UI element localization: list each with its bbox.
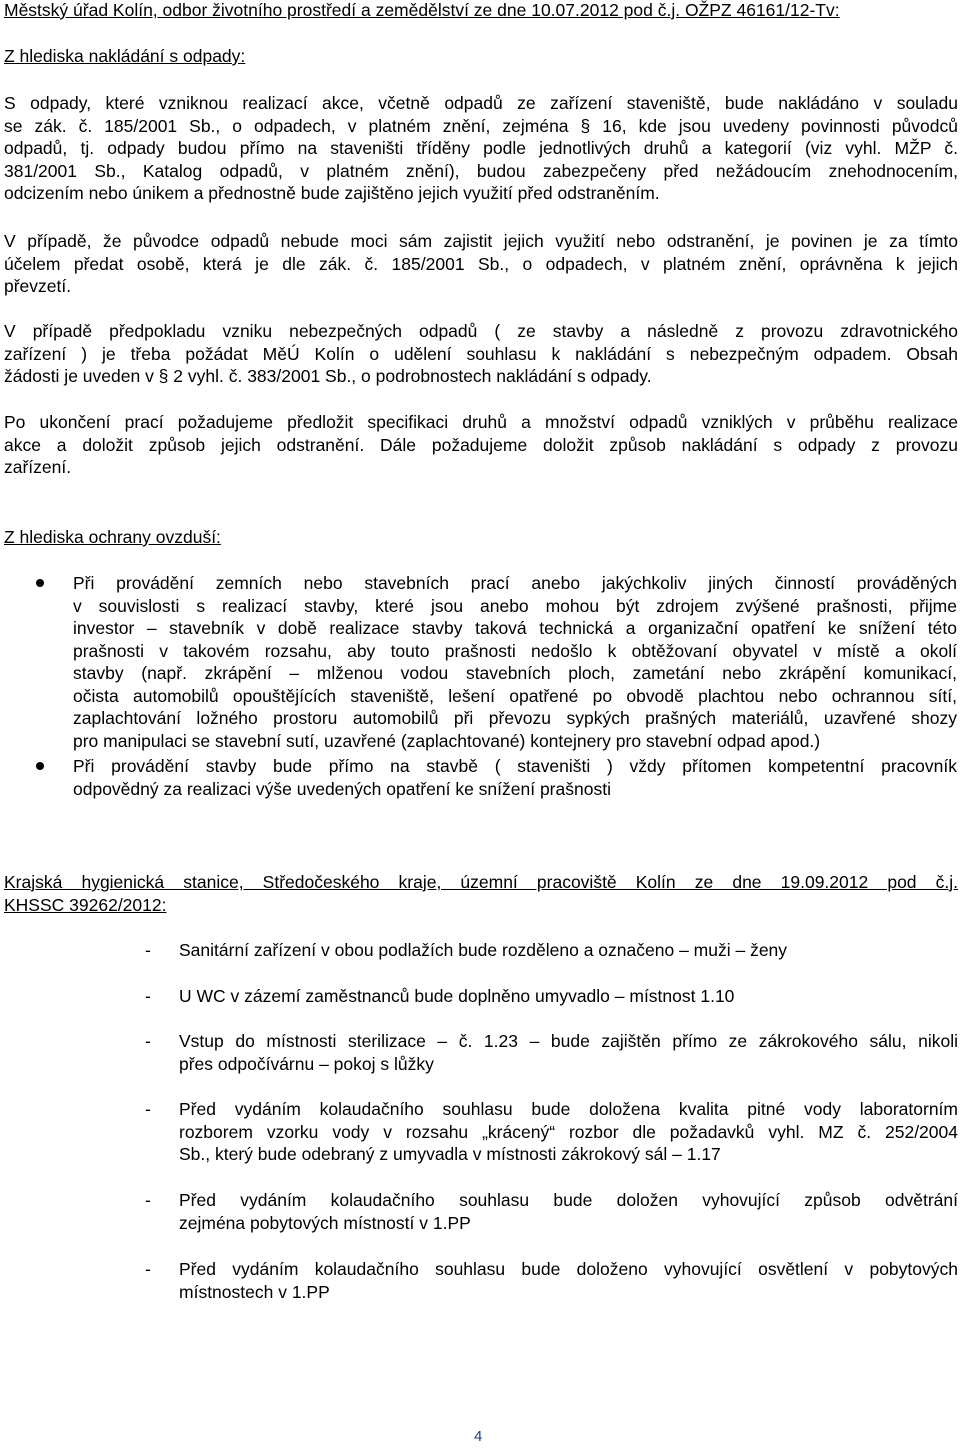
text-line: V případě předpokladu vzniku nebezpečných odpadů ( ze stavby a následně z provozu zdravotnického (4, 321, 958, 341)
khs-item-4-text (179, 1098, 958, 1166)
text-line: odpadů, tj. odpady budou přímo na staveništi tříděny podle jednotlivých druhů a kategorií (viz vyhl. MŽP č. (4, 138, 958, 158)
text-line: Před vydáním kolaudačního souhlasu bude doloženo vyhovující osvětlení v pobytových (179, 1259, 958, 1279)
bullet-dot-icon (36, 762, 44, 770)
header-link[interactable]: Městský úřad Kolín, odbor životního prostředí a zemědělství ze dne 10.07.2012 pod č.j. OŽPZ 46161/12-Tv: (4, 0, 840, 20)
text-line: 381/2001 Sb., Katalog odpadů, v platném znění), budou zabezpečeny před nežádoucím znehodnocením, (4, 160, 958, 181)
waste-paragraph-3 (4, 320, 958, 388)
page-number: 4 (474, 1428, 483, 1445)
text-line: U WC v zázemí zaměstnanců bude doplněno umyvadlo – místnost 1.10 (179, 986, 735, 1006)
text-line: Při provádění stavby bude přímo na stavbě ( staveništi ) vždy přítomen kompetentní pracovník (73, 756, 957, 776)
text-line: zejména pobytových místností v 1.PP (179, 1212, 471, 1233)
text-line: v souvislosti s realizací stavby, které jsou anebo mohou být zdrojem zvýšené prašnosti, přijme (73, 595, 957, 616)
text-line: Vstup do místnosti sterilizace – č. 1.23 – bude zajištěn přímo ze zákrokového sálu, nikoli (179, 1031, 958, 1051)
text-line: zaplachtování ložného prostoru automobilů při převozu sypkých prašných materiálů, uzavřené shozy (73, 708, 957, 728)
text-line: zařízení. (4, 457, 72, 477)
text-line: účelem předat osobě, která je dle zák. č. 185/2001 Sb., o odpadech, v platném znění, oprávněna k jejich (4, 253, 958, 274)
dash-marker: - (145, 986, 151, 1006)
text-line: místnostech v 1.PP (179, 1281, 330, 1302)
text-line: S odpady, které vzniknou realizací akce, včetně odpadů ze zařízení staveniště, bude nakládáno v souladu (4, 93, 958, 113)
text-line: KHSSC 39262/2012: (4, 894, 167, 915)
text-line: se zák. č. 185/2001 Sb., o odpadech, v platném znění, zejména § 16, kde jsou uvedeny povinnosti původců (4, 115, 958, 136)
text-line: stavby (např. zkrápění – mlženou vodou stavebních ploch, zametání nebo zkrápění komunikací, (73, 663, 957, 683)
text-line: Před vydáním kolaudačního souhlasu bude doložen vyhovující způsob odvětrání (179, 1190, 958, 1210)
waste-paragraph-1 (4, 92, 958, 205)
text-line: Při provádění zemních nebo stavebních prací anebo jakýchkoliv jiných činností prováděných (73, 573, 957, 593)
text-line: pro manipulaci se stavební sutí, uzavřené (zaplachtované) kontejnery pro stavební odpad apod.) (73, 730, 821, 751)
text-line: přes odpočívárnu – pokoj s lůžky (179, 1053, 434, 1074)
text-line: Sanitární zařízení v obou podlažích bude rozděleno a označeno – muži – ženy (179, 940, 788, 960)
khs-heading (4, 871, 958, 916)
text-line: Sb., který bude odebraný z umyvadla v místnosti zákrokový sál – 1.17 (179, 1144, 721, 1164)
waste-paragraph-4 (4, 411, 958, 479)
dash-marker: - (145, 1190, 151, 1210)
text-line: Před vydáním kolaudačního souhlasu bude doložena kvalita pitné vody laboratorním (179, 1099, 958, 1119)
dash-marker: - (145, 940, 151, 960)
text-line: V případě, že původce odpadů nebude moci sám zajistit jejich využití nebo odstranění, je povinen je za tímto (4, 231, 958, 251)
khs-item-1-text (179, 939, 958, 962)
text-line: zařízení ) je třeba požádat MěÚ Kolín o udělení souhlasu k nakládání s nebezpečným odpadem. Obsah (4, 343, 958, 364)
dash-marker: - (145, 1259, 151, 1279)
dash-marker: - (145, 1099, 151, 1119)
text-line: Po ukončení prací požadujeme předložit specifikaci druhů a množství odpadů vzniklých v průběhu realizace (4, 412, 958, 432)
text-line: odcizením nebo únikem a přednostně bude zajištěno jejich využití před odstraněním. (4, 183, 660, 203)
text-line: odpovědný za realizaci výše uvedených opatření ke snížení prašnosti (73, 778, 611, 799)
air-bullet-1-text (73, 572, 957, 752)
khs-item-5-text (179, 1189, 958, 1234)
air-bullet-2-text (73, 755, 957, 800)
bullet-dot-icon (36, 579, 44, 587)
text-line: investor – stavebník v době realizace stavby taková technická a organizační opatření ke snížení této (73, 618, 957, 638)
waste-heading: Z hlediska nakládání s odpady: (4, 46, 246, 66)
text-line: žádosti je uveden v § 2 vyhl. č. 383/2001 Sb., o podrobnostech nakládání s odpady. (4, 366, 652, 386)
text-line: rozborem vzorku vody v rozsahu „krácený“ rozbor dle požadavků vyhl. MZ č. 252/2004 (179, 1121, 958, 1142)
text-line: převzetí. (4, 276, 72, 296)
text-line: Krajská hygienická stanice, Středočeského kraje, územní pracoviště Kolín ze dne 19.09.2012 pod č.j. (4, 872, 958, 892)
khs-item-3-text (179, 1030, 958, 1075)
air-heading: Z hlediska ochrany ovzduší: (4, 527, 221, 547)
khs-item-6-text (179, 1258, 958, 1303)
khs-item-2-text (179, 985, 958, 1008)
text-line: akce a doložit způsob jejich odstranění. Dále požadujeme doložit způsob nakládání s odpady z provozu (4, 434, 958, 455)
waste-paragraph-2 (4, 230, 958, 298)
dash-marker: - (145, 1031, 151, 1051)
text-line: očista automobilů opouštějících staveniště, lešení opatřené po obvodě plachtou nebo ochrannou sítí, (73, 685, 957, 706)
text-line: prašnosti v takovém rozsahu, aby touto prašnosti nedošlo k obtěžovaní obyvatel v místě a okolí (73, 640, 957, 661)
